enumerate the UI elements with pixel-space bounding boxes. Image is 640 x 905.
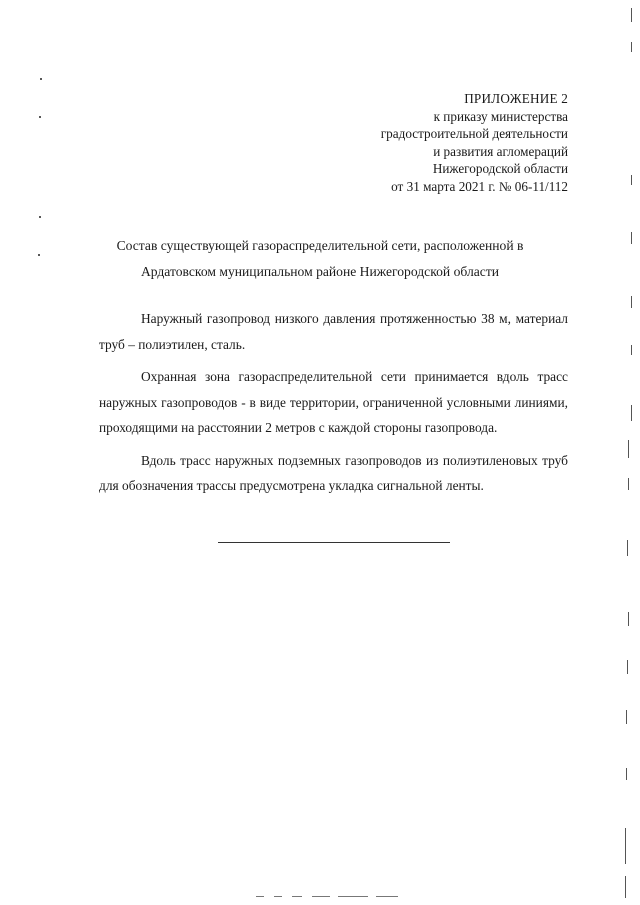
- annex-line-order: к приказу министерства: [433, 108, 568, 124]
- scan-bottom-mark: [312, 896, 330, 897]
- scan-edge-mark: [627, 660, 628, 674]
- scan-edge-mark: [631, 296, 632, 308]
- annex-title: ПРИЛОЖЕНИЕ 2: [464, 91, 568, 106]
- annex-line-agglomeration: и развития агломераций: [433, 143, 568, 159]
- annex-line-date-number: от 31 марта 2021 г. № 06-11/112: [391, 178, 568, 194]
- scan-edge-mark: [631, 345, 632, 355]
- scan-edge-mark: [625, 876, 626, 898]
- scan-edge-mark: [625, 828, 626, 864]
- document-title-line-2: Ардатовском муниципальном районе Нижегородской области: [140, 264, 500, 279]
- scan-edge-mark: [631, 405, 632, 421]
- scan-edge-mark: [631, 8, 632, 22]
- scan-speck: [39, 216, 41, 218]
- body-paragraph-protection-zone: Охранная зона газораспределительной сети принимается вдоль трасс наружных газопроводов - в виде территории, ограниченной условными линиями, проходящими на расстоянии 2 метров с каждой стороны газопровода.: [99, 369, 568, 435]
- scan-edge-mark: [626, 768, 627, 780]
- scan-edge-mark: [631, 175, 632, 185]
- scan-edge-mark: [628, 612, 629, 626]
- annex-header: [381, 90, 568, 196]
- scan-edge-mark: [626, 710, 627, 724]
- scan-edge-mark: [627, 540, 628, 556]
- closing-divider: [218, 542, 450, 543]
- scan-speck: [40, 78, 42, 80]
- scan-bottom-mark: [292, 896, 302, 897]
- annex-line-ministry: градостроительной деятельности: [380, 126, 568, 142]
- scan-bottom-mark: [338, 896, 368, 897]
- scan-edge-mark: [628, 478, 629, 490]
- body-paragraph-pipeline: Наружный газопровод низкого давления протяженностью 38 м, материал труб – полиэтилен, сталь.: [99, 311, 568, 352]
- body-paragraph-signal-tape: Вдоль трасс наружных подземных газопроводов из полиэтиленовых труб для обозначения трассы предусмотрена укладка сигнальной ленты.: [99, 452, 568, 493]
- scan-bottom-mark: [274, 896, 282, 897]
- scan-bottom-mark: [256, 896, 264, 897]
- scan-speck: [38, 254, 40, 256]
- scan-bottom-mark: [376, 896, 398, 897]
- scan-speck: [39, 116, 41, 118]
- scan-edge-mark: [628, 440, 629, 458]
- document-title: [100, 233, 540, 285]
- scan-edge-mark: [631, 232, 632, 244]
- scan-edge-mark: [631, 42, 632, 52]
- annex-line-region: Нижегородской области: [432, 161, 568, 177]
- document-body: [99, 306, 568, 506]
- document-title-line-1: Состав существующей газораспределительной сети, расположенной в: [116, 238, 524, 253]
